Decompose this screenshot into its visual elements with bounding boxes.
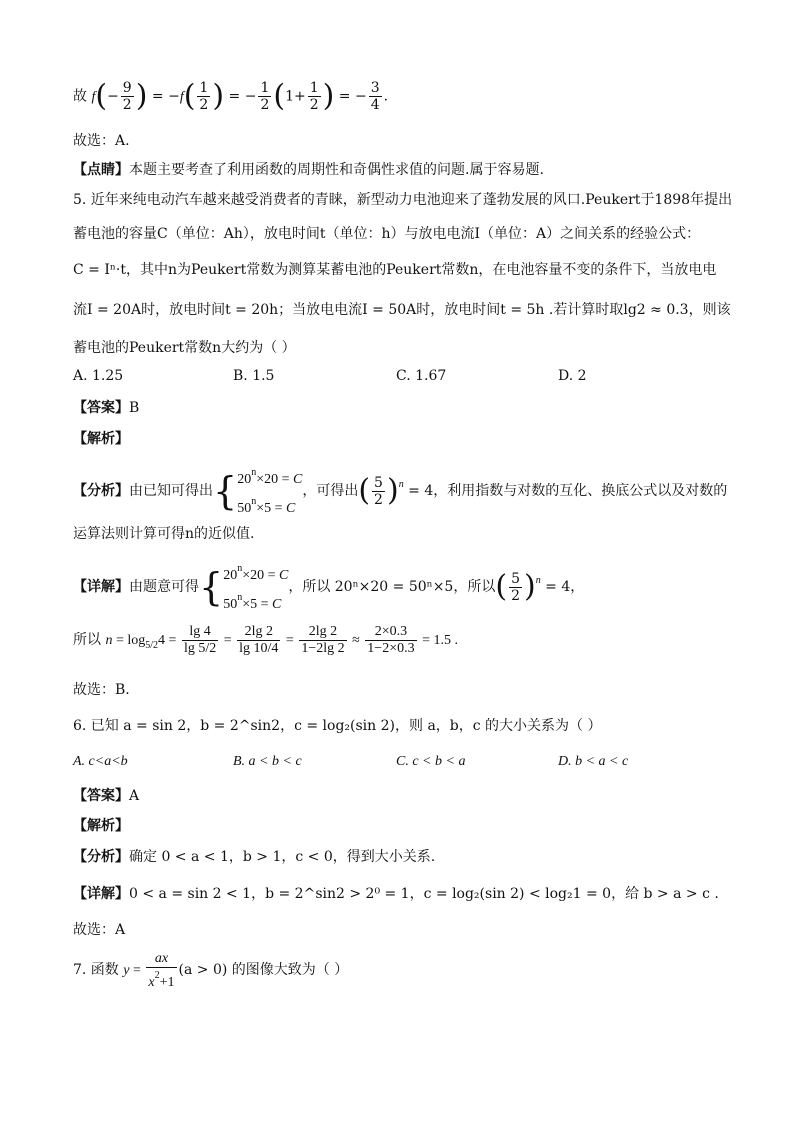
q6-option-c: C. c < b < a [396, 754, 466, 769]
q5-final: 故选：B. [73, 682, 130, 698]
comment-label: 【点睛】 [73, 162, 129, 178]
q5-analysis-label: 【解析】 [73, 431, 129, 447]
q6-option-a: A. c<a<b [73, 754, 128, 769]
q5-line5: 蓄电池的Peukert常数n大约为（ ） [73, 340, 296, 356]
q5-fenxi-line2: 运算法则计算可得n的近似值. [73, 526, 255, 542]
q6-fenxi: 【分析】确定 0 < a < 1，b > 1，c < 0，得到大小关系. [73, 849, 436, 865]
q5-option-a: A. 1.25 [73, 368, 124, 384]
q5-answer: 【答案】B [73, 400, 140, 416]
q6-analysis-label: 【解析】 [73, 818, 129, 834]
equation-system: $20^n\times 20 = C$ $50^n\times 5 = C$ [237, 467, 303, 516]
q6-answer-value: A [129, 788, 140, 804]
frac-9-2: $\frac{9}{2}$ [122, 80, 132, 113]
q5-line3: C = Iⁿ·t，其中n为Peukert常数为测算某蓄电池的Peukert常数n，在电池容量不变的条件下，当放电电 [73, 262, 717, 278]
q6-answer: 【答案】A [73, 788, 140, 804]
q5-option-b: B. 1.5 [233, 368, 275, 384]
math-f: f [91, 89, 96, 105]
q6-question: 6. 已知 a = sin 2，b = 2^sin2，c = log₂(sin 2)，则 a，b，c 的大小关系为（ ） [73, 718, 602, 734]
frac-1-2: $\frac{1}{2}$ [199, 80, 209, 113]
q5-fenxi: 【分析】由已知可得出{ $20^n\times 20 = C$ $50^n\times 5 = C$ ，可得出( $\frac{5}{2}$ )$^n$ = 4，利用指数与对数的互化、换底公式以及对数的 [73, 462, 727, 520]
q5-option-c: C. 1.67 [396, 368, 447, 384]
q5-xiangjie: 【详解】由题意可得{ $20^n\times 20 = C$ $50^n\times 5 = C$ ，所以 20ⁿ×20 = 50ⁿ×5，所以( $\frac{5}{2}$ )$^n$ = 4， [73, 563, 585, 612]
q5-line4: 流I = 20A时，放电时间t = 20h；当放电电流I = 50A时，放电时间t = 5h .若计算时取lg2 ≈ 0.3，则该 [73, 302, 731, 318]
q7-question: 7. 函数 y = $\frac{ax}{x^2+1}$ (a > 0) 的图像大致为（ ） [73, 950, 349, 990]
comment-text: 本题主要考查了利用函数的周期性和奇偶性求值的问题.属于容易题. [129, 162, 544, 178]
frac-3-4: $\frac{3}{4}$ [370, 80, 380, 113]
q5-option-d: D. 2 [558, 368, 587, 384]
q6-option-d: D. b < a < c [558, 754, 629, 769]
q5-answer-value: B [129, 400, 140, 416]
q5-line2: 蓄电池的容量C（单位：Ah），放电时间t（单位：h）与放电电流I（单位：A）之间关系的经验公式： [73, 226, 701, 242]
q7-fraction: $\frac{ax}{x^2+1}$ [148, 950, 175, 990]
q5-line1: 5. 近年来纯电动汽车越来越受消费者的青睐，新型动力电池迎来了蓬勃发展的风口.Peukert于1898年提出 [73, 192, 733, 208]
q6-xiangjie: 【详解】0 < a = sin 2 < 1，b = 2^sin2 > 2⁰ = 1，c = log₂(sin 2) < log₂1 = 0，给 b > a > c . [73, 886, 719, 902]
q6-final: 故选：A [73, 922, 126, 938]
q5-computation: 所以 $n = \log_{5/2}4$ = $\frac{\lg 4}{\lg 5/2}$ = $\frac{2\lg 2}{\lg 10/4}$ = $\frac{2\lg 2}{1-2\lg 2}$ ≈ $\frac{2\times 0.3}{1-2\times 0.3}$ = 1.5 . [73, 624, 458, 657]
prev-eq-prefix: 故 [73, 88, 87, 105]
prev-answer-line: 故选：A. [73, 133, 130, 149]
prev-equation: 故 f(− $\frac{9}{2}$ ) = −f( $\frac{1}{2}$ ) = − $\frac{1}{2}$ (1+ $\frac{1}{2}$ ) = − $\frac{3}{4}$ . [73, 78, 389, 114]
q6-option-b: B. a < b < c [233, 754, 302, 769]
prev-comment [73, 160, 544, 180]
